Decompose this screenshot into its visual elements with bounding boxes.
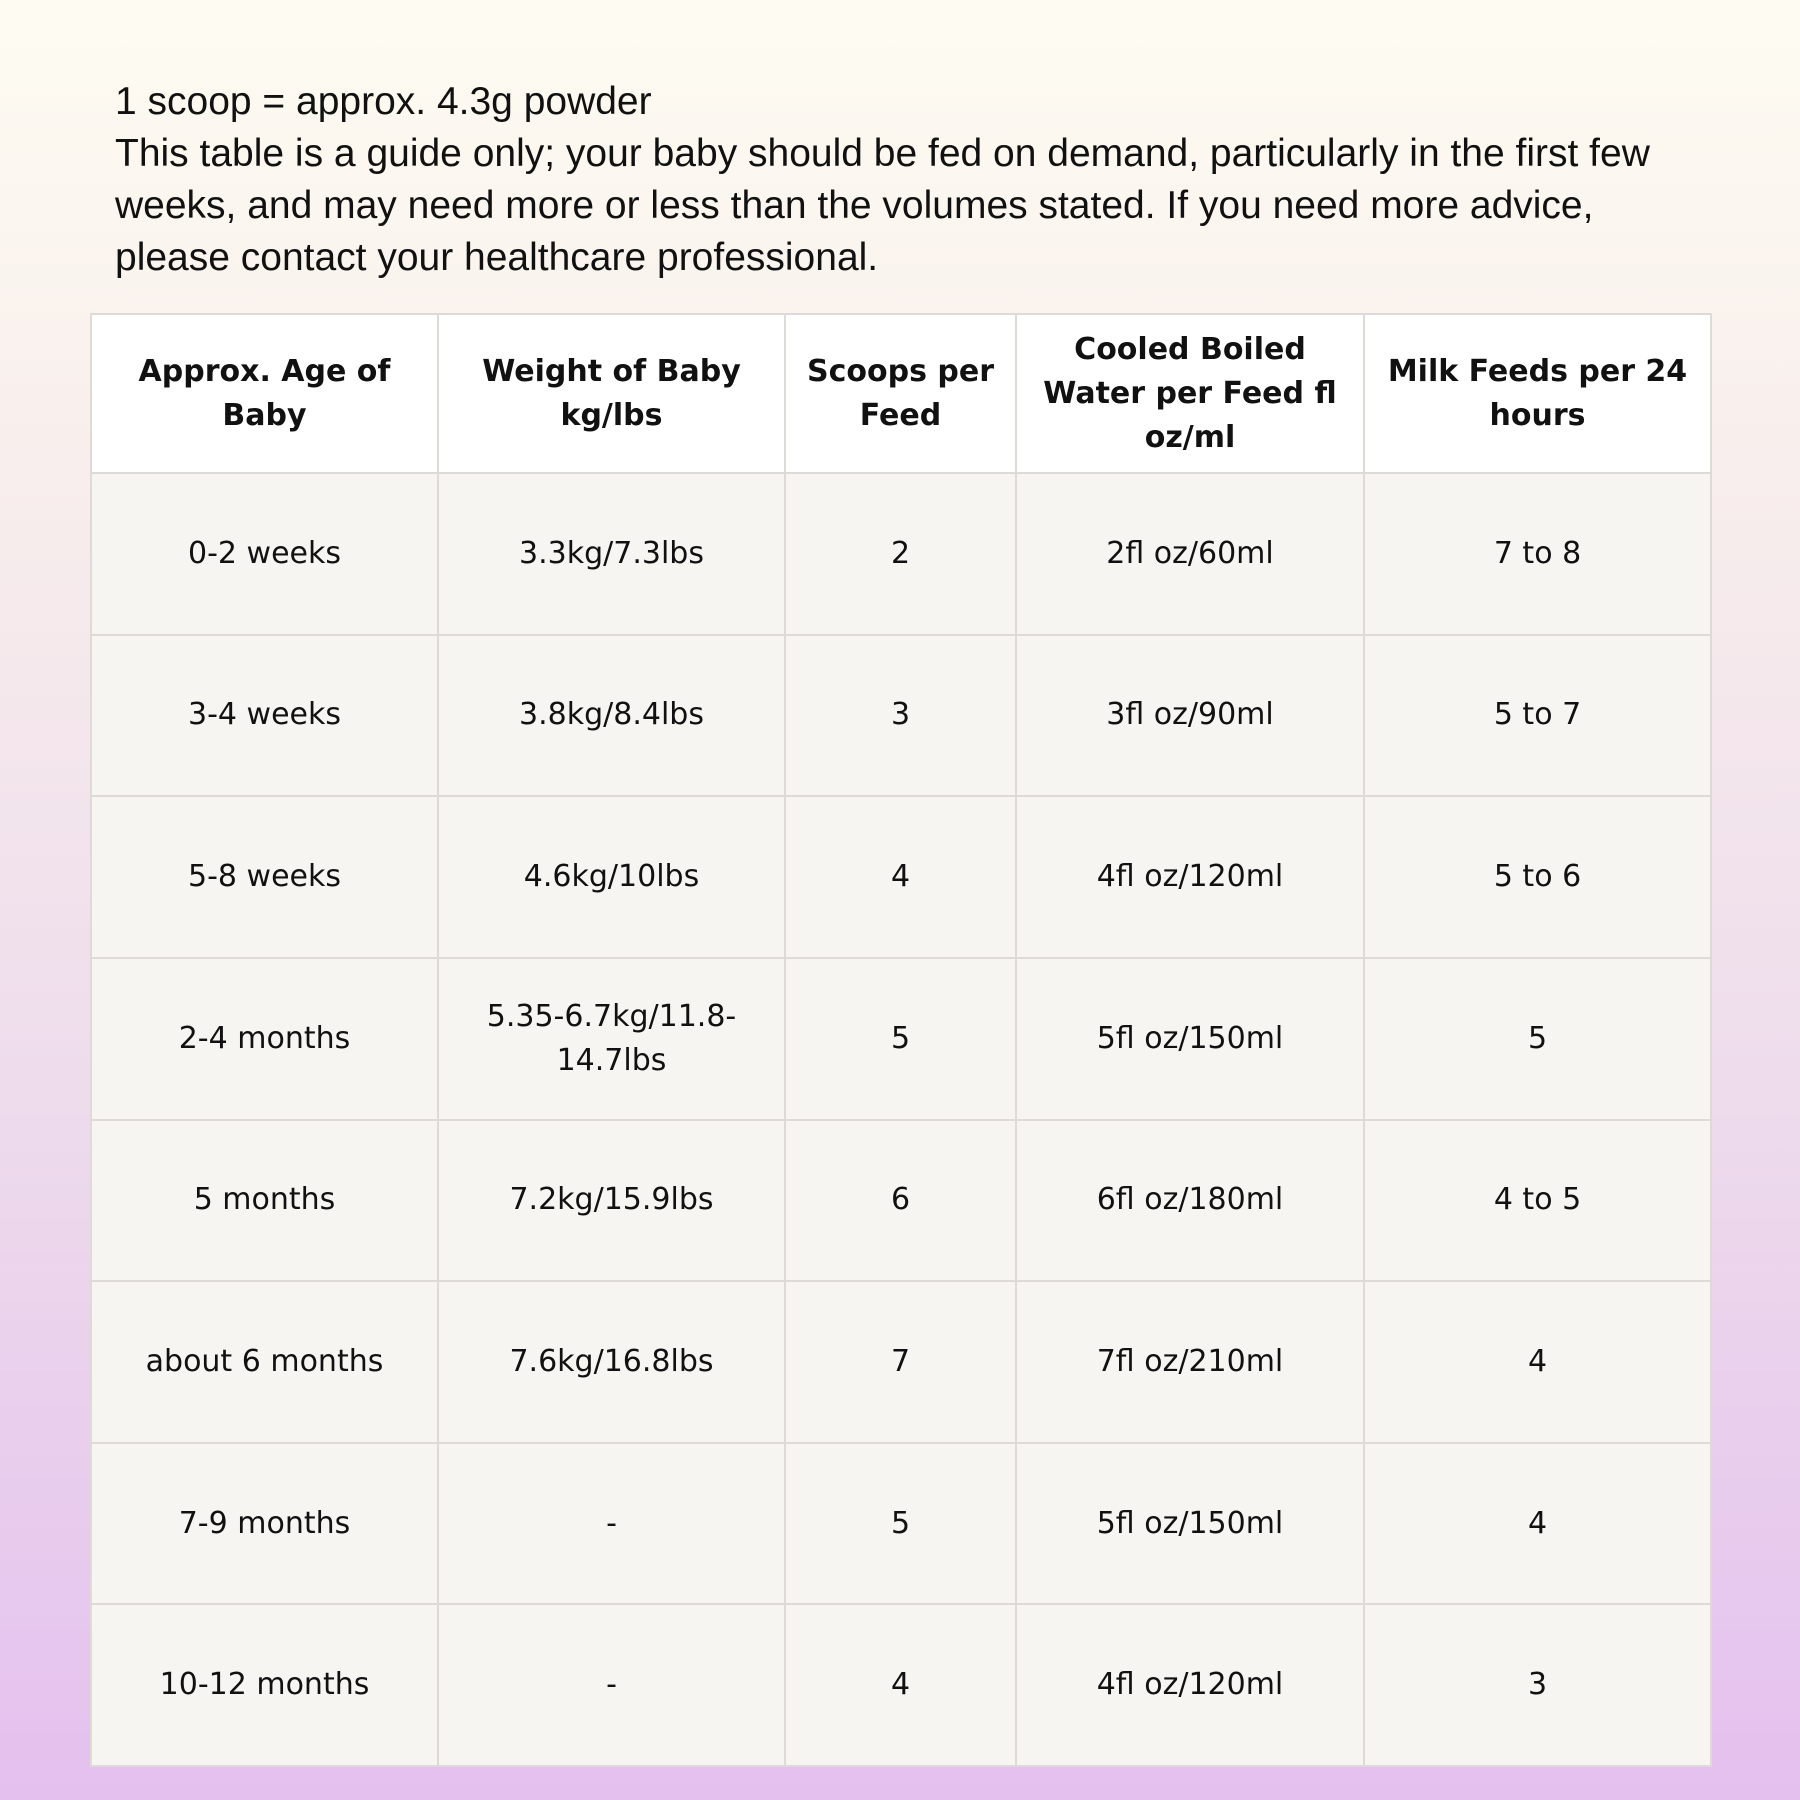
cell-feeds: 5	[1364, 958, 1711, 1120]
cell-water: 4fl oz/120ml	[1016, 796, 1364, 958]
cell-water: 5fl oz/150ml	[1016, 1443, 1364, 1605]
cell-age: 2-4 months	[91, 958, 438, 1120]
cell-weight: 3.3kg/7.3lbs	[438, 473, 785, 635]
table-row	[91, 1281, 1711, 1443]
cell-feeds: 7 to 8	[1364, 473, 1711, 635]
table-row	[91, 473, 1711, 635]
feeding-guide-table	[90, 313, 1712, 1767]
table-row	[91, 1120, 1711, 1282]
cell-weight: 7.6kg/16.8lbs	[438, 1281, 785, 1443]
cell-feeds: 5 to 6	[1364, 796, 1711, 958]
cell-age: 10-12 months	[91, 1604, 438, 1766]
header-feeds: Milk Feeds per 24 hours	[1364, 314, 1711, 473]
cell-scoops: 5	[785, 1443, 1016, 1605]
cell-age: 3-4 weeks	[91, 635, 438, 797]
table-row	[91, 958, 1711, 1120]
cell-age: 5-8 weeks	[91, 796, 438, 958]
cell-scoops: 4	[785, 1604, 1016, 1766]
cell-water: 3fl oz/90ml	[1016, 635, 1364, 797]
cell-scoops: 3	[785, 635, 1016, 797]
cell-water: 4fl oz/120ml	[1016, 1604, 1364, 1766]
scoop-note: 1 scoop = approx. 4.3g powder	[115, 80, 652, 123]
table-row	[91, 1604, 1711, 1766]
header-water: Cooled Boiled Water per Feed fl oz/ml	[1016, 314, 1364, 473]
table-row	[91, 635, 1711, 797]
intro-text	[115, 76, 1695, 284]
cell-age: 7-9 months	[91, 1443, 438, 1605]
cell-water: 2fl oz/60ml	[1016, 473, 1364, 635]
cell-scoops: 2	[785, 473, 1016, 635]
cell-feeds: 5 to 7	[1364, 635, 1711, 797]
cell-scoops: 4	[785, 796, 1016, 958]
cell-age: 0-2 weeks	[91, 473, 438, 635]
cell-weight: -	[438, 1604, 785, 1766]
cell-water: 6fl oz/180ml	[1016, 1120, 1364, 1282]
cell-scoops: 6	[785, 1120, 1016, 1282]
cell-age: 5 months	[91, 1120, 438, 1282]
header-weight: Weight of Baby kg/lbs	[438, 314, 785, 473]
cell-weight: 4.6kg/10lbs	[438, 796, 785, 958]
cell-weight: 5.35-6.7kg/11.8-14.7lbs	[438, 958, 785, 1120]
table-row	[91, 796, 1711, 958]
table-header-row	[91, 314, 1711, 473]
cell-feeds: 4 to 5	[1364, 1120, 1711, 1282]
header-age: Approx. Age of Baby	[91, 314, 438, 473]
table-row	[91, 1443, 1711, 1605]
cell-scoops: 7	[785, 1281, 1016, 1443]
cell-weight: -	[438, 1443, 785, 1605]
cell-weight: 3.8kg/8.4lbs	[438, 635, 785, 797]
cell-feeds: 3	[1364, 1604, 1711, 1766]
cell-age: about 6 months	[91, 1281, 438, 1443]
cell-feeds: 4	[1364, 1443, 1711, 1605]
cell-weight: 7.2kg/15.9lbs	[438, 1120, 785, 1282]
cell-water: 7fl oz/210ml	[1016, 1281, 1364, 1443]
cell-scoops: 5	[785, 958, 1016, 1120]
header-scoops: Scoops per Feed	[785, 314, 1016, 473]
guide-note: This table is a guide only; your baby should be fed on demand, particularly in the first few weeks, and may need more or less than the volumes stated. If you need more advice, please contact your healthcare professional.	[115, 132, 1650, 279]
cell-feeds: 4	[1364, 1281, 1711, 1443]
cell-water: 5fl oz/150ml	[1016, 958, 1364, 1120]
